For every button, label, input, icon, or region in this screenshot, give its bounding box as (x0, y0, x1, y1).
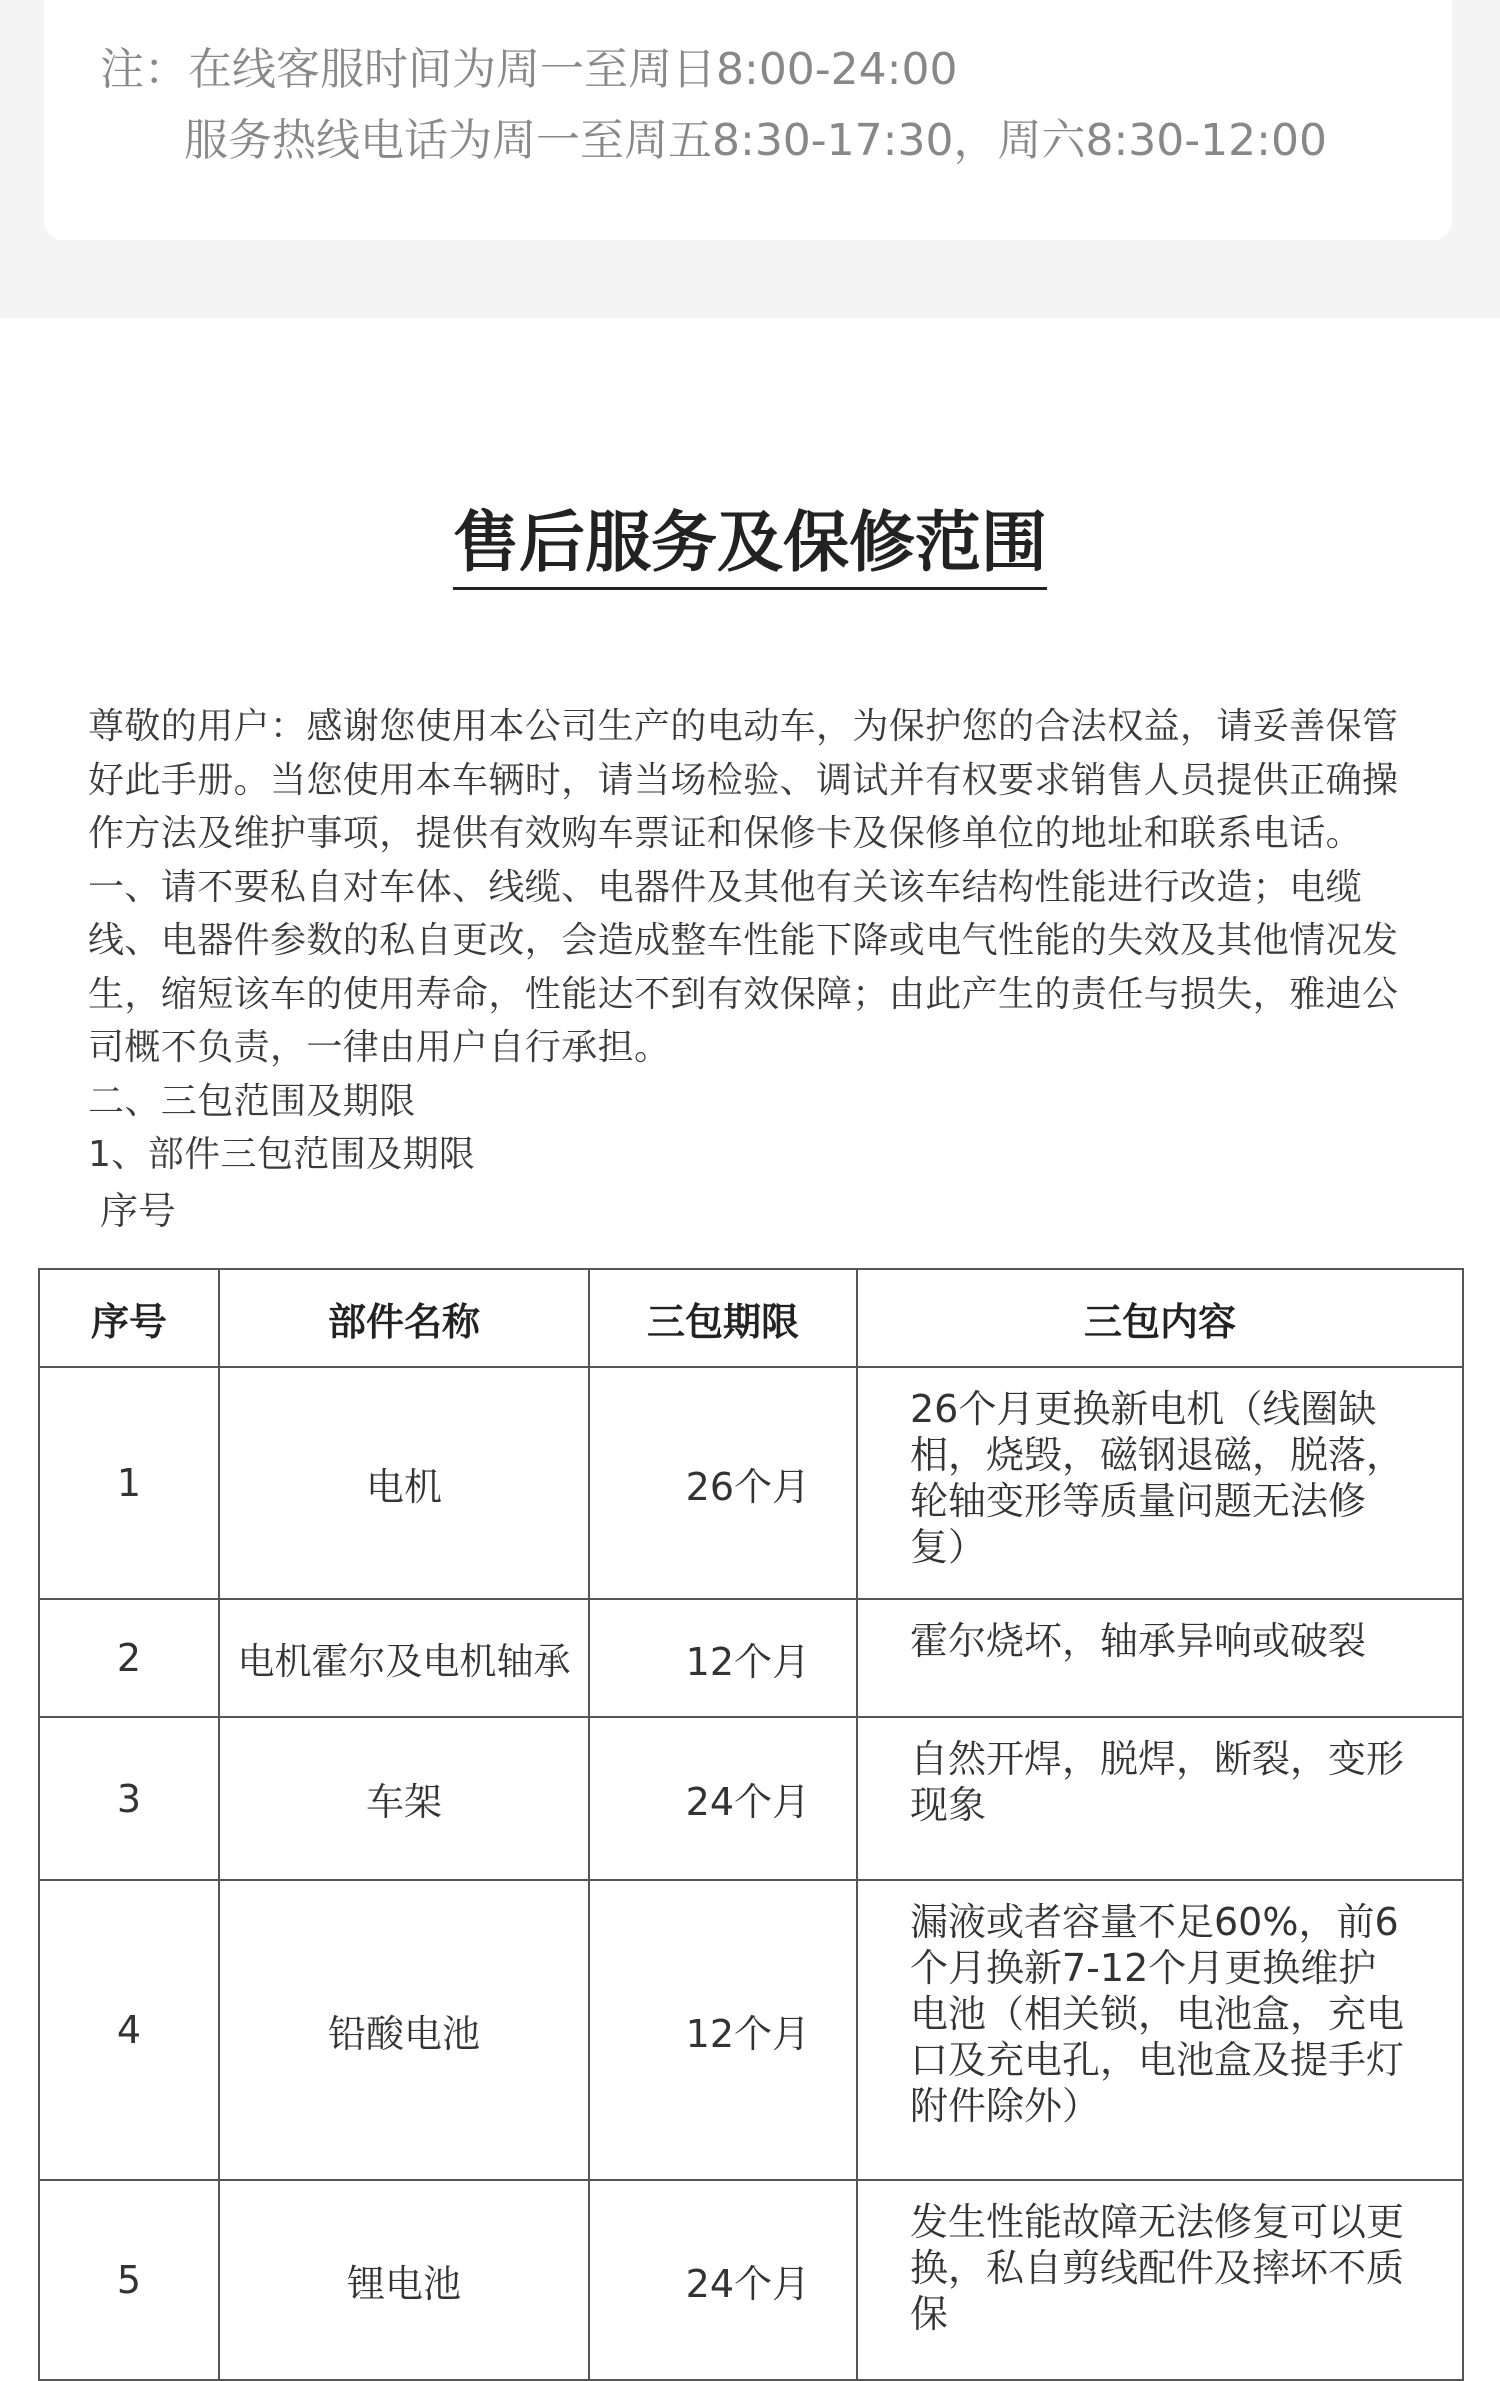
cell-content: 发生性能故障无法修复可以更换，私自剪线配件及摔坏不质保 (857, 2180, 1463, 2380)
page-title (0, 504, 1500, 581)
table-header-row (39, 1269, 1463, 1367)
cell-period: 12个月 (589, 1599, 857, 1717)
cell-content: 26个月更换新电机（线圈缺相，烧毁，磁钢退磁，脱落，轮轴变形等质量问题无法修复） (857, 1367, 1463, 1599)
intro-text (88, 700, 1428, 1182)
cell-part-name: 铅酸电池 (219, 1880, 589, 2180)
cell-seq: 2 (39, 1599, 219, 1717)
cell-seq: 3 (39, 1717, 219, 1880)
cell-part-name: 电机 (219, 1367, 589, 1599)
service-hours-note: 注：在线客服时间为周一至周日8:00-24:00 (100, 44, 958, 95)
cell-period: 12个月 (589, 1880, 857, 2180)
header-content: 三包内容 (857, 1269, 1463, 1367)
seq-label: 序号 (100, 1189, 177, 1233)
header-seq: 序号 (39, 1269, 219, 1367)
cell-seq: 1 (39, 1367, 219, 1599)
cell-part-name: 车架 (219, 1717, 589, 1880)
cell-content: 自然开焊，脱焊，断裂，变形现象 (857, 1717, 1463, 1880)
cell-part-name: 锂电池 (219, 2180, 589, 2380)
table-row (39, 2180, 1463, 2380)
table-row (39, 1880, 1463, 2180)
header-period: 三包期限 (589, 1269, 857, 1367)
page-title-text: 售后服务及保修范围 (453, 504, 1047, 590)
paragraph-section-heading: 二、三包范围及期限 (88, 1080, 416, 1122)
hotline-hours-note: 服务热线电话为周一至周五8:30-17:30，周六8:30-12:00 (184, 115, 1327, 166)
notice-section (0, 0, 1500, 318)
table-row (39, 1367, 1463, 1599)
paragraph-subsection-heading: 1、部件三包范围及期限 (88, 1134, 476, 1175)
warranty-table (38, 1268, 1464, 2381)
cell-content: 霍尔烧坏，轴承异响或破裂 (857, 1599, 1463, 1717)
header-part-name: 部件名称 (219, 1269, 589, 1367)
table-row (39, 1599, 1463, 1717)
cell-period: 24个月 (589, 2180, 857, 2380)
cell-part-name: 电机霍尔及电机轴承 (219, 1599, 589, 1717)
cell-period: 26个月 (589, 1367, 857, 1599)
cell-period: 24个月 (589, 1717, 857, 1880)
paragraph-modification-warning: 一、请不要私自对车体、线缆、电器件及其他有关该车结构性能进行改造；电缆线、电器件参数的私自更改，会造成整车性能下降或电气性能的失效及其他情况发生，缩短该车的使用寿命，性能达不到有效保障；由此产生的责任与损失，雅迪公司概不负责，一律由用户自行承担。 (88, 866, 1399, 1068)
cell-seq: 5 (39, 2180, 219, 2380)
paragraph-greeting: 尊敬的用户：感谢您使用本公司生产的电动车，为保护您的合法权益，请妥善保管好此手册。当您使用本车辆时，请当场检验、调试并有权要求销售人员提供正确操作方法及维护事项，提供有效购车票证和保修卡及保修单位的地址和联系电话。 (88, 706, 1399, 854)
table-row (39, 1717, 1463, 1880)
cell-seq: 4 (39, 1880, 219, 2180)
cell-content: 漏液或者容量不足60%，前6个月换新7-12个月更换维护电池（相关锁，电池盒，充电口及充电孔，电池盒及提手灯附件除外） (857, 1880, 1463, 2180)
